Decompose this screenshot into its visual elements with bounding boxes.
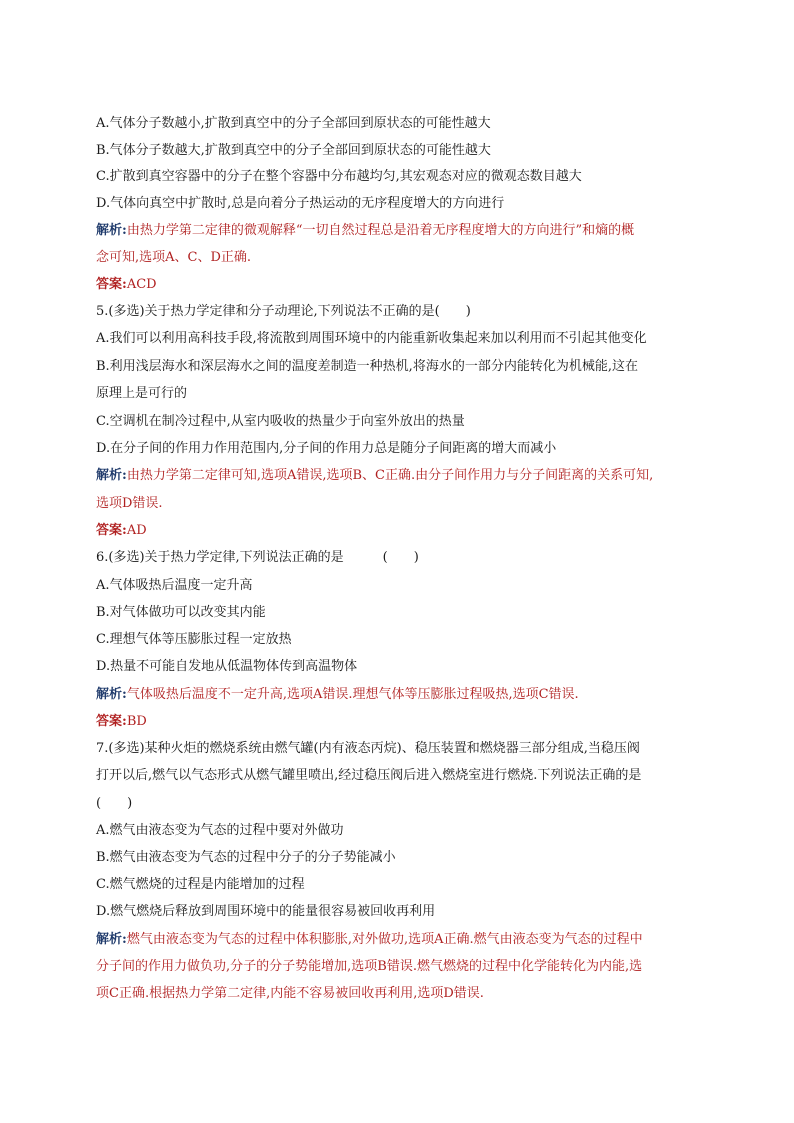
q6-option-d: D.热量不可能自发地从低温物体传到高温物体 [96,659,358,674]
q6-analysis-label: 解析: [96,687,127,702]
q4-option-c: C.扩散到真空容器中的分子在整个容器中分布越均匀,其宏观态对应的微观态数目越大 [96,169,582,184]
q5-answer-line [96,522,147,540]
q7-option-c: C.燃气燃烧的过程是内能增加的过程 [96,877,305,892]
q4-option-b: B.气体分子数越大,扩散到真空中的分子全部回到原状态的可能性越大 [96,143,491,158]
q4-analysis-text: 由热力学第二定律的微观解释“一切自然过程总是沿着无序程度增大的方向进行”和熵的概 [126,223,635,238]
q7-stem-line-3: ( ) [96,796,133,811]
q7-stem-line-2: 打开以后,燃气以气态形式从燃气罐里喷出,经过稳压阀后进入燃烧室进行燃烧.下列说法正确的是 [96,768,642,783]
q5-option-b: B.利用浅层海水和深层海水之间的温度差制造一种热机,将海水的一部分内能转化为机械能,这在 [96,359,638,374]
q7-analysis-line-3: 项C正确.根据热力学第二定律,内能不容易被回收再利用,选项D错误. [96,986,484,1001]
q5-analysis-label: 解析: [96,468,127,483]
q6-answer: BD [126,714,147,729]
q4-analysis-label: 解析: [96,223,127,238]
q7-option-a: A.燃气由液态变为气态的过程中要对外做功 [96,823,344,838]
q7-stem-line-1: 7.(多选)某种火炬的燃烧系统由燃气罐(内有液态丙烷)、稳压装置和燃烧器三部分组成,当稳压阀 [96,741,640,756]
q4-answer-label: 答案: [96,277,127,292]
q7-option-b: B.燃气由液态变为气态的过程中分子的分子势能减小 [96,850,396,865]
q5-stem: 5.(多选)关于热力学定律和分子动理论,下列说法不正确的是( ) [96,304,471,319]
q6-answer-label: 答案: [96,714,127,729]
q5-option-a: A.我们可以利用高科技手段,将流散到周围环境中的内能重新收集起来加以利用而不引起其他变化 [96,331,647,346]
q6-answer-line [96,713,147,731]
q5-answer-label: 答案: [96,523,127,538]
q4-option-d: D.气体向真空中扩散时,总是向着分子热运动的无序程度增大的方向进行 [96,196,505,211]
q7-option-d: D.燃气燃烧后释放到周围环境中的能量很容易被回收再利用 [96,904,436,919]
q6-option-c: C.理想气体等压膨胀过程一定放热 [96,632,292,647]
q5-option-c: C.空调机在制冷过程中,从室内吸收的热量少于向室外放出的热量 [96,414,465,429]
q5-analysis-text: 由热力学第二定律可知,选项A错误,选项B、C正确.由分子间作用力与分子间距离的关系可知, [126,468,654,483]
q6-option-a: A.气体吸热后温度一定升高 [96,578,253,593]
q5-analysis-line-2: 选项D错误. [96,496,163,511]
q7-analysis-line-2: 分子间的作用力做负功,分子的分子势能增加,选项B错误.燃气燃烧的过程中化学能转化为内能,选 [96,959,643,974]
q5-answer: AD [126,523,147,538]
q7-analysis-label: 解析: [96,932,127,947]
q5-option-b-cont: 原理上是可行的 [96,386,188,401]
q6-analysis-text: 气体吸热后温度不一定升高,选项A错误.理想气体等压膨胀过程吸热,选项C错误. [126,687,579,702]
q4-answer: ACD [126,277,157,292]
q5-analysis-line [96,467,653,485]
q4-option-a: A.气体分子数越小,扩散到真空中的分子全部回到原状态的可能性越大 [96,116,491,131]
q4-analysis-line-2: 念可知,选项A、C、D正确. [96,250,252,265]
q7-analysis-text: 燃气由液态变为气态的过程中体积膨胀,对外做功,选项A正确.燃气由液态变为气态的过程中 [126,932,643,947]
q6-stem: 6.(多选)关于热力学定律,下列说法正确的是 ( ) [96,550,419,565]
q6-option-b: B.对气体做功可以改变其内能 [96,605,266,620]
q4-answer-line [96,276,157,294]
q7-analysis-line [96,931,643,949]
q6-analysis-line [96,686,579,704]
q5-option-d: D.在分子间的作用力作用范围内,分子间的作用力总是随分子间距离的增大而减小 [96,441,557,456]
q4-analysis-line [96,222,634,240]
